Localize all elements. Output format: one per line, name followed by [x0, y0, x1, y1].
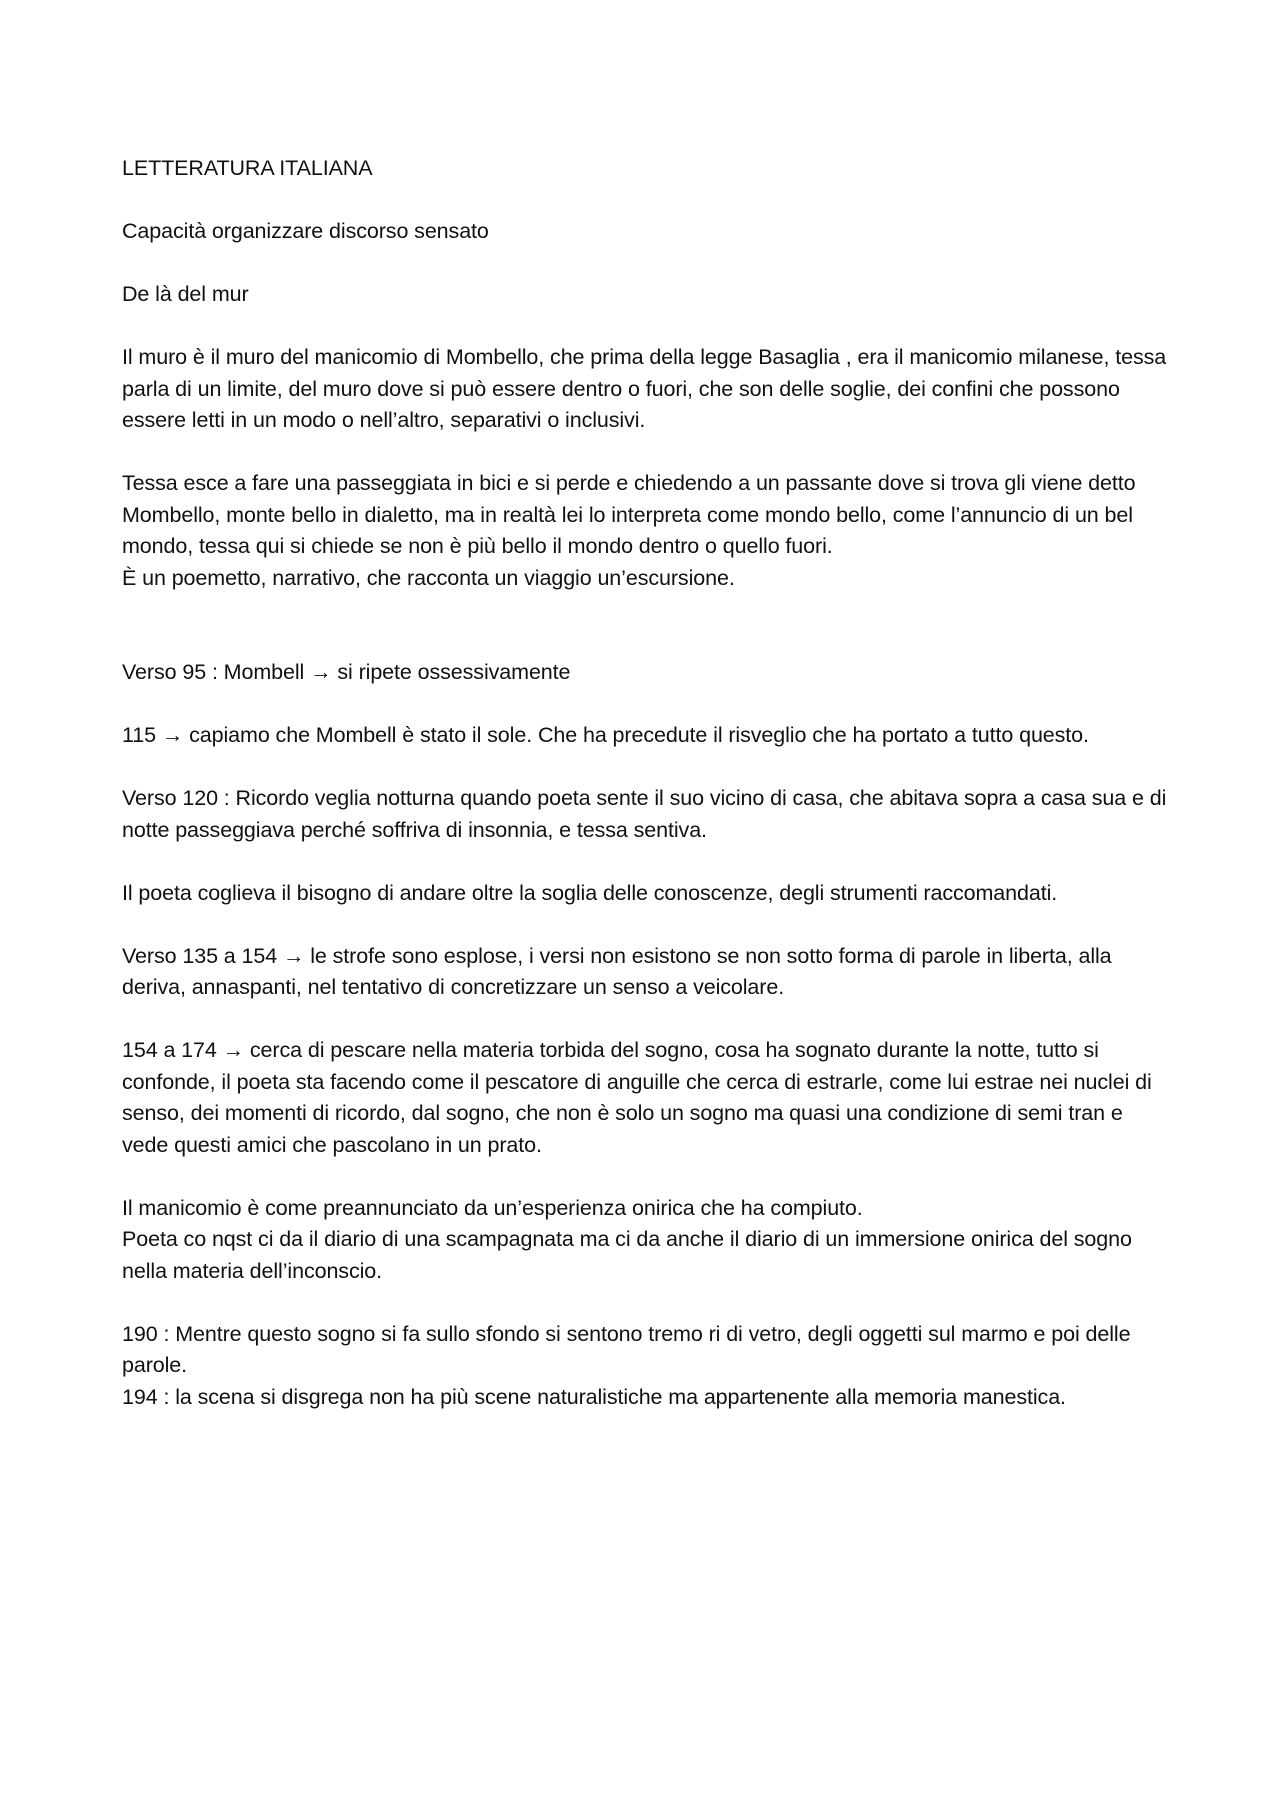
- paragraph: Il manicomio è come preannunciato da un’esperienza onirica che ha compiuto.: [122, 1195, 863, 1220]
- document-title: LETTERATURA ITALIANA: [122, 156, 373, 180]
- paragraph: È un poemetto, narrativo, che racconta un viaggio un’escursione.: [122, 565, 735, 590]
- paragraph: 194 : la scena si disgrega non ha più scene naturalistiche ma appartenente alla memoria manestica.: [122, 1384, 1066, 1409]
- paragraph: Poeta co nqst ci da il diario di una scampagnata ma ci da anche il diario di un immersione onirica del sogno nella materia dell’inconscio.: [122, 1227, 1132, 1283]
- paragraph: Capacità organizzare discorso sensato: [122, 219, 489, 243]
- paragraph: Verso 95 : Mombell → si ripete ossessivamente: [122, 660, 571, 684]
- paragraph: Il muro è il muro del manicomio di Mombello, che prima della legge Basaglia , era il manicomio milanese, tessa parla di un limite, del muro dove si può essere dentro o fuori, che son delle soglie, dei confini che possono essere letti in un modo o nell’altro, separativi o inclusivi.: [122, 345, 1167, 432]
- paragraph: 190 : Mentre questo sogno si fa sullo sfondo si sentono tremo ri di vetro, degli oggetti sul marmo e poi delle parole.: [122, 1321, 1131, 1377]
- paragraph: De là del mur: [122, 282, 249, 306]
- paragraph: 154 a 174 → cerca di pescare nella materia torbida del sogno, cosa ha sognato durante la notte, tutto si confonde, il poeta sta facendo come il pescatore di anguille che cerca di estrarle, come lui estrae nei nuclei di senso, dei momenti di ricordo, dal sogno, che non è solo un sogno ma quasi una condizione di semi tran e vede questi amici che pascolano in un prato.: [122, 1038, 1152, 1157]
- paragraph: Verso 135 a 154 → le strofe sono esplose, i versi non esistono se non sotto forma di parole in liberta, alla deriva, annaspanti, nel tentativo di concretizzare un senso a veicolare.: [122, 943, 1112, 999]
- document-body: [122, 153, 1172, 1445]
- paragraph: 115 → capiamo che Mombell è stato il sole. Che ha precedute il risveglio che ha portato a tutto questo.: [122, 723, 1089, 747]
- paragraph: Tessa esce a fare una passeggiata in bici e si perde e chiedendo a un passante dove si trova gli viene detto Mombello, monte bello in dialetto, ma in realtà lei lo interpreta come mondo bello, come l’annuncio di un bel mondo, tessa qui si chiede se non è più bello il mondo dentro o quello fuori.: [122, 471, 1136, 558]
- paragraph: Il poeta coglieva il bisogno di andare oltre la soglia delle conoscenze, degli strumenti raccomandati.: [122, 880, 1058, 905]
- paragraph: Verso 120 : Ricordo veglia notturna quando poeta sente il suo vicino di casa, che abitava sopra a casa sua e di notte passeggiava perché soffriva di insonnia, e tessa sentiva.: [122, 786, 1167, 842]
